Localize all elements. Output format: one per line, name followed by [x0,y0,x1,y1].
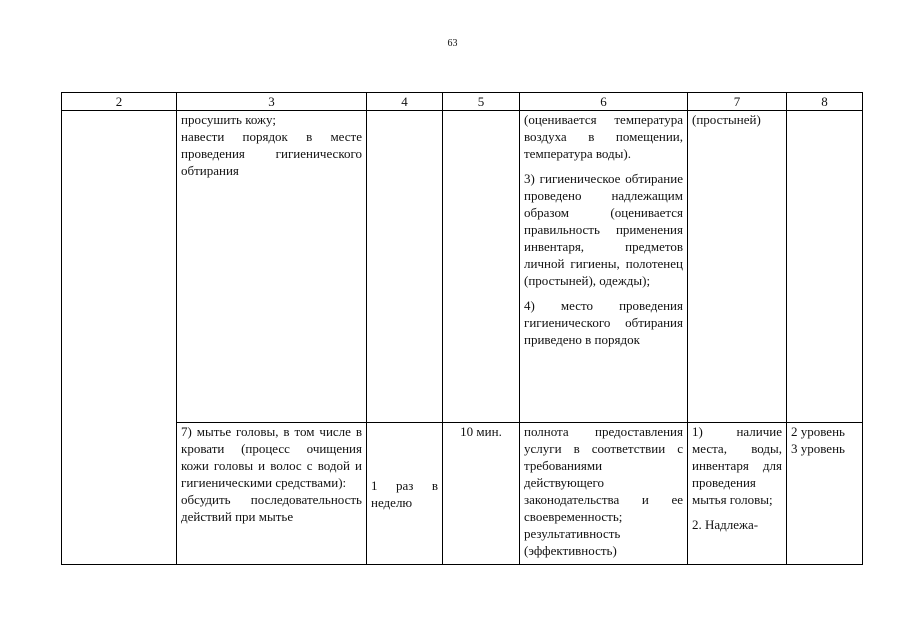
cell-col3 [177,423,367,565]
text-paragraph: результативность (эффективность) [524,526,621,558]
header-col-6: 6 [520,93,688,111]
text-paragraph: 2. Надлежа- [692,517,759,532]
text-paragraph: (оценивается температура воздуха в помещении, температура воды). [524,112,683,161]
header-col-2: 2 [62,93,177,111]
cell-col7: (простыней) [688,111,787,423]
header-col-7: 7 [688,93,787,111]
cell-col5-duration: 10 мин. [443,423,520,565]
cell-col4-frequency: 1 раз в неделю [367,423,443,565]
cell-col8-level [787,423,863,565]
empty-cell-col5 [443,111,520,423]
text-paragraph: 3) гигиеническое обтирание проведено надлежащим образом (оценивается правильность применения инвентаря, предметов личной гигиены, полотенец (простыней), одежды); [524,171,683,288]
text-paragraph: 4) место проведения гигиенического обтирания приведено в порядок [524,298,683,347]
level-text: 3 уровень [791,441,845,456]
cell-col6 [520,111,688,423]
empty-cell-col4 [367,111,443,423]
empty-cell-col2 [62,111,177,565]
cell-col3 [177,111,367,423]
table-row [62,423,863,565]
page-number: 63 [447,38,458,49]
header-col-8: 8 [787,93,863,111]
text-paragraph: 1) наличие места, воды, инвентаря для проведения мытья головы; [692,424,782,507]
header-col-3: 3 [177,93,367,111]
empty-cell-col8 [787,111,863,423]
header-col-4: 4 [367,93,443,111]
cell-col7 [688,423,787,565]
table-row [62,111,863,423]
header-row [62,93,863,111]
text-paragraph: обсудить последовательность действий при мытье [181,492,362,524]
header-col-5: 5 [443,93,520,111]
text-line: навести порядок в месте проведения гигиенического обтирания [181,129,362,178]
level-text: 2 уровень [791,424,845,439]
text-line: просушить кожу; [181,112,276,127]
services-table [61,92,863,565]
text-paragraph: полнота предоставления услуги в соответствии с требованиями действующего законодательства и ее своевременность; [524,424,683,524]
cell-col6 [520,423,688,565]
text-paragraph: 7) мытье головы, в том числе в кровати (процесс очищения кожи головы и волос с водой и гигиеническими средствами): [181,424,362,490]
